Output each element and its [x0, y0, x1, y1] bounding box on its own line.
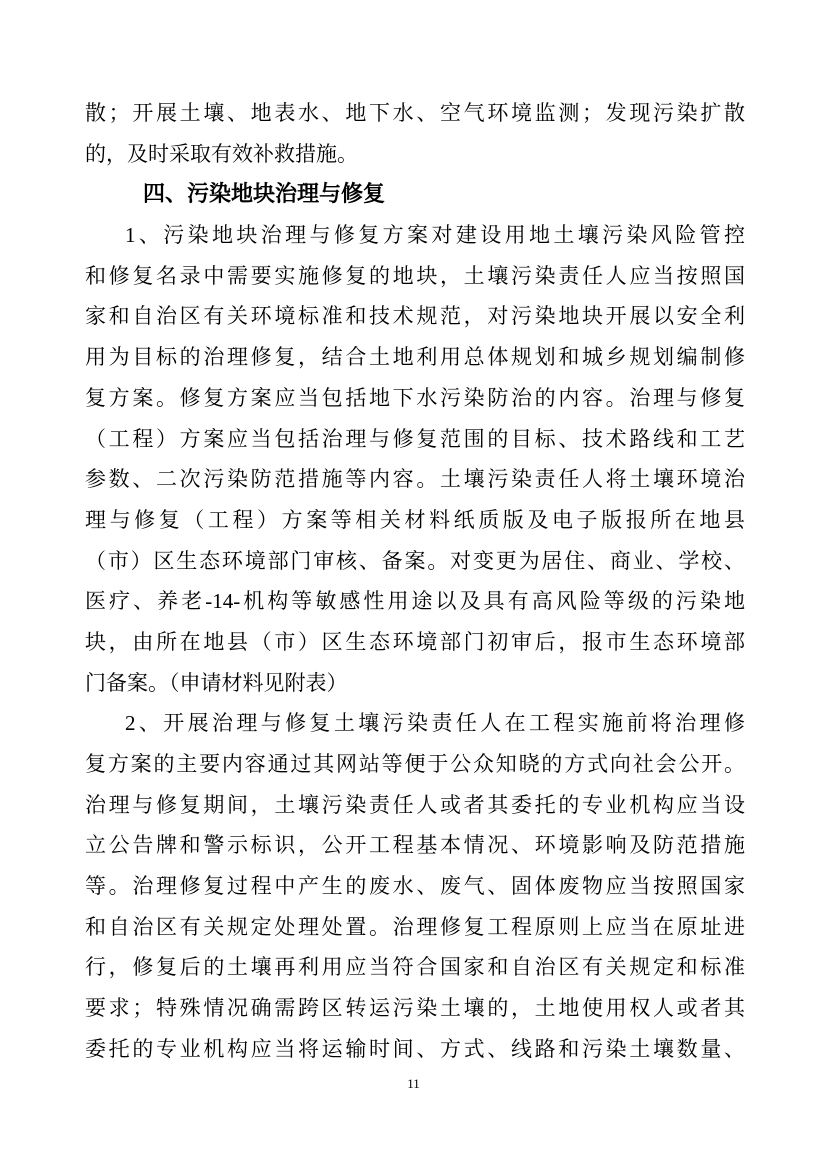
- document-line: 块，由所在地县（市）区生态环境部门初审后，报市生态环境部: [85, 629, 745, 654]
- document-line: 四、污染地块治理与修复: [143, 181, 386, 207]
- document-line: 参数、二次污染防范措施等内容。土壤污染责任人将土壤环境治: [85, 467, 745, 492]
- document-line: 复方案的主要内容通过其网站等便于公众知晓的方式向社会公开。: [85, 752, 745, 776]
- document-line: 行，修复后的土壤再利用应当符合国家和自治区有关规定和标准: [85, 955, 745, 980]
- document-line: 委托的专业机构应当将运输时间、方式、线路和污染土壤数量、: [85, 1036, 745, 1061]
- document-line: 2、开展治理与修复土壤污染责任人在工程实施前将治理修: [125, 711, 745, 736]
- document-line: 1、污染地块治理与修复方案对建设用地土壤污染风险管控: [125, 223, 745, 248]
- document-line: 散；开展土壤、地表水、地下水、空气环境监测；发现污染扩散: [85, 101, 745, 125]
- document-line: 复方案。修复方案应当包括地下水污染防治的内容。治理与修复: [85, 385, 745, 410]
- document-line: 理与修复（工程）方案等相关材料纸质版及电子版报所在地县: [85, 507, 745, 532]
- document-line: 要求；特殊情况确需跨区转运污染土壤的，土地使用权人或者其: [85, 996, 745, 1021]
- document-line: （市）区生态环境部门审核、备案。对变更为居住、商业、学校、: [85, 548, 745, 573]
- document-line: 和修复名录中需要实施修复的地块，土壤污染责任人应当按照国: [85, 263, 745, 288]
- document-line: 医疗、养老-14-机构等敏感性用途以及具有高风险等级的污染地: [85, 589, 745, 614]
- document-line: 等。治理修复过程中产生的废水、废气、固体废物应当按照国家: [85, 874, 745, 899]
- document-line: 用为目标的治理修复，结合土地利用总体规划和城乡规划编制修: [85, 345, 745, 370]
- page-number: 11: [407, 1076, 420, 1091]
- document-line: 治理与修复期间，土壤污染责任人或者其委托的专业机构应当设: [85, 792, 745, 817]
- document-line: 门备案。（申请材料见附表）: [85, 670, 348, 695]
- document-line: 立公告牌和警示标识，公开工程基本情况、环境影响及防范措施: [85, 833, 745, 858]
- document-line: 和自治区有关规定处理处置。治理修复工程原则上应当在原址进: [85, 914, 745, 939]
- document-line: （工程）方案应当包括治理与修复范围的目标、技术路线和工艺: [85, 426, 745, 451]
- document-line: 家和自治区有关环境标准和技术规范，对污染地块开展以安全利: [85, 304, 745, 329]
- document-line: 的，及时采取有效补救措施。: [85, 141, 358, 166]
- document-body: [85, 93, 745, 1070]
